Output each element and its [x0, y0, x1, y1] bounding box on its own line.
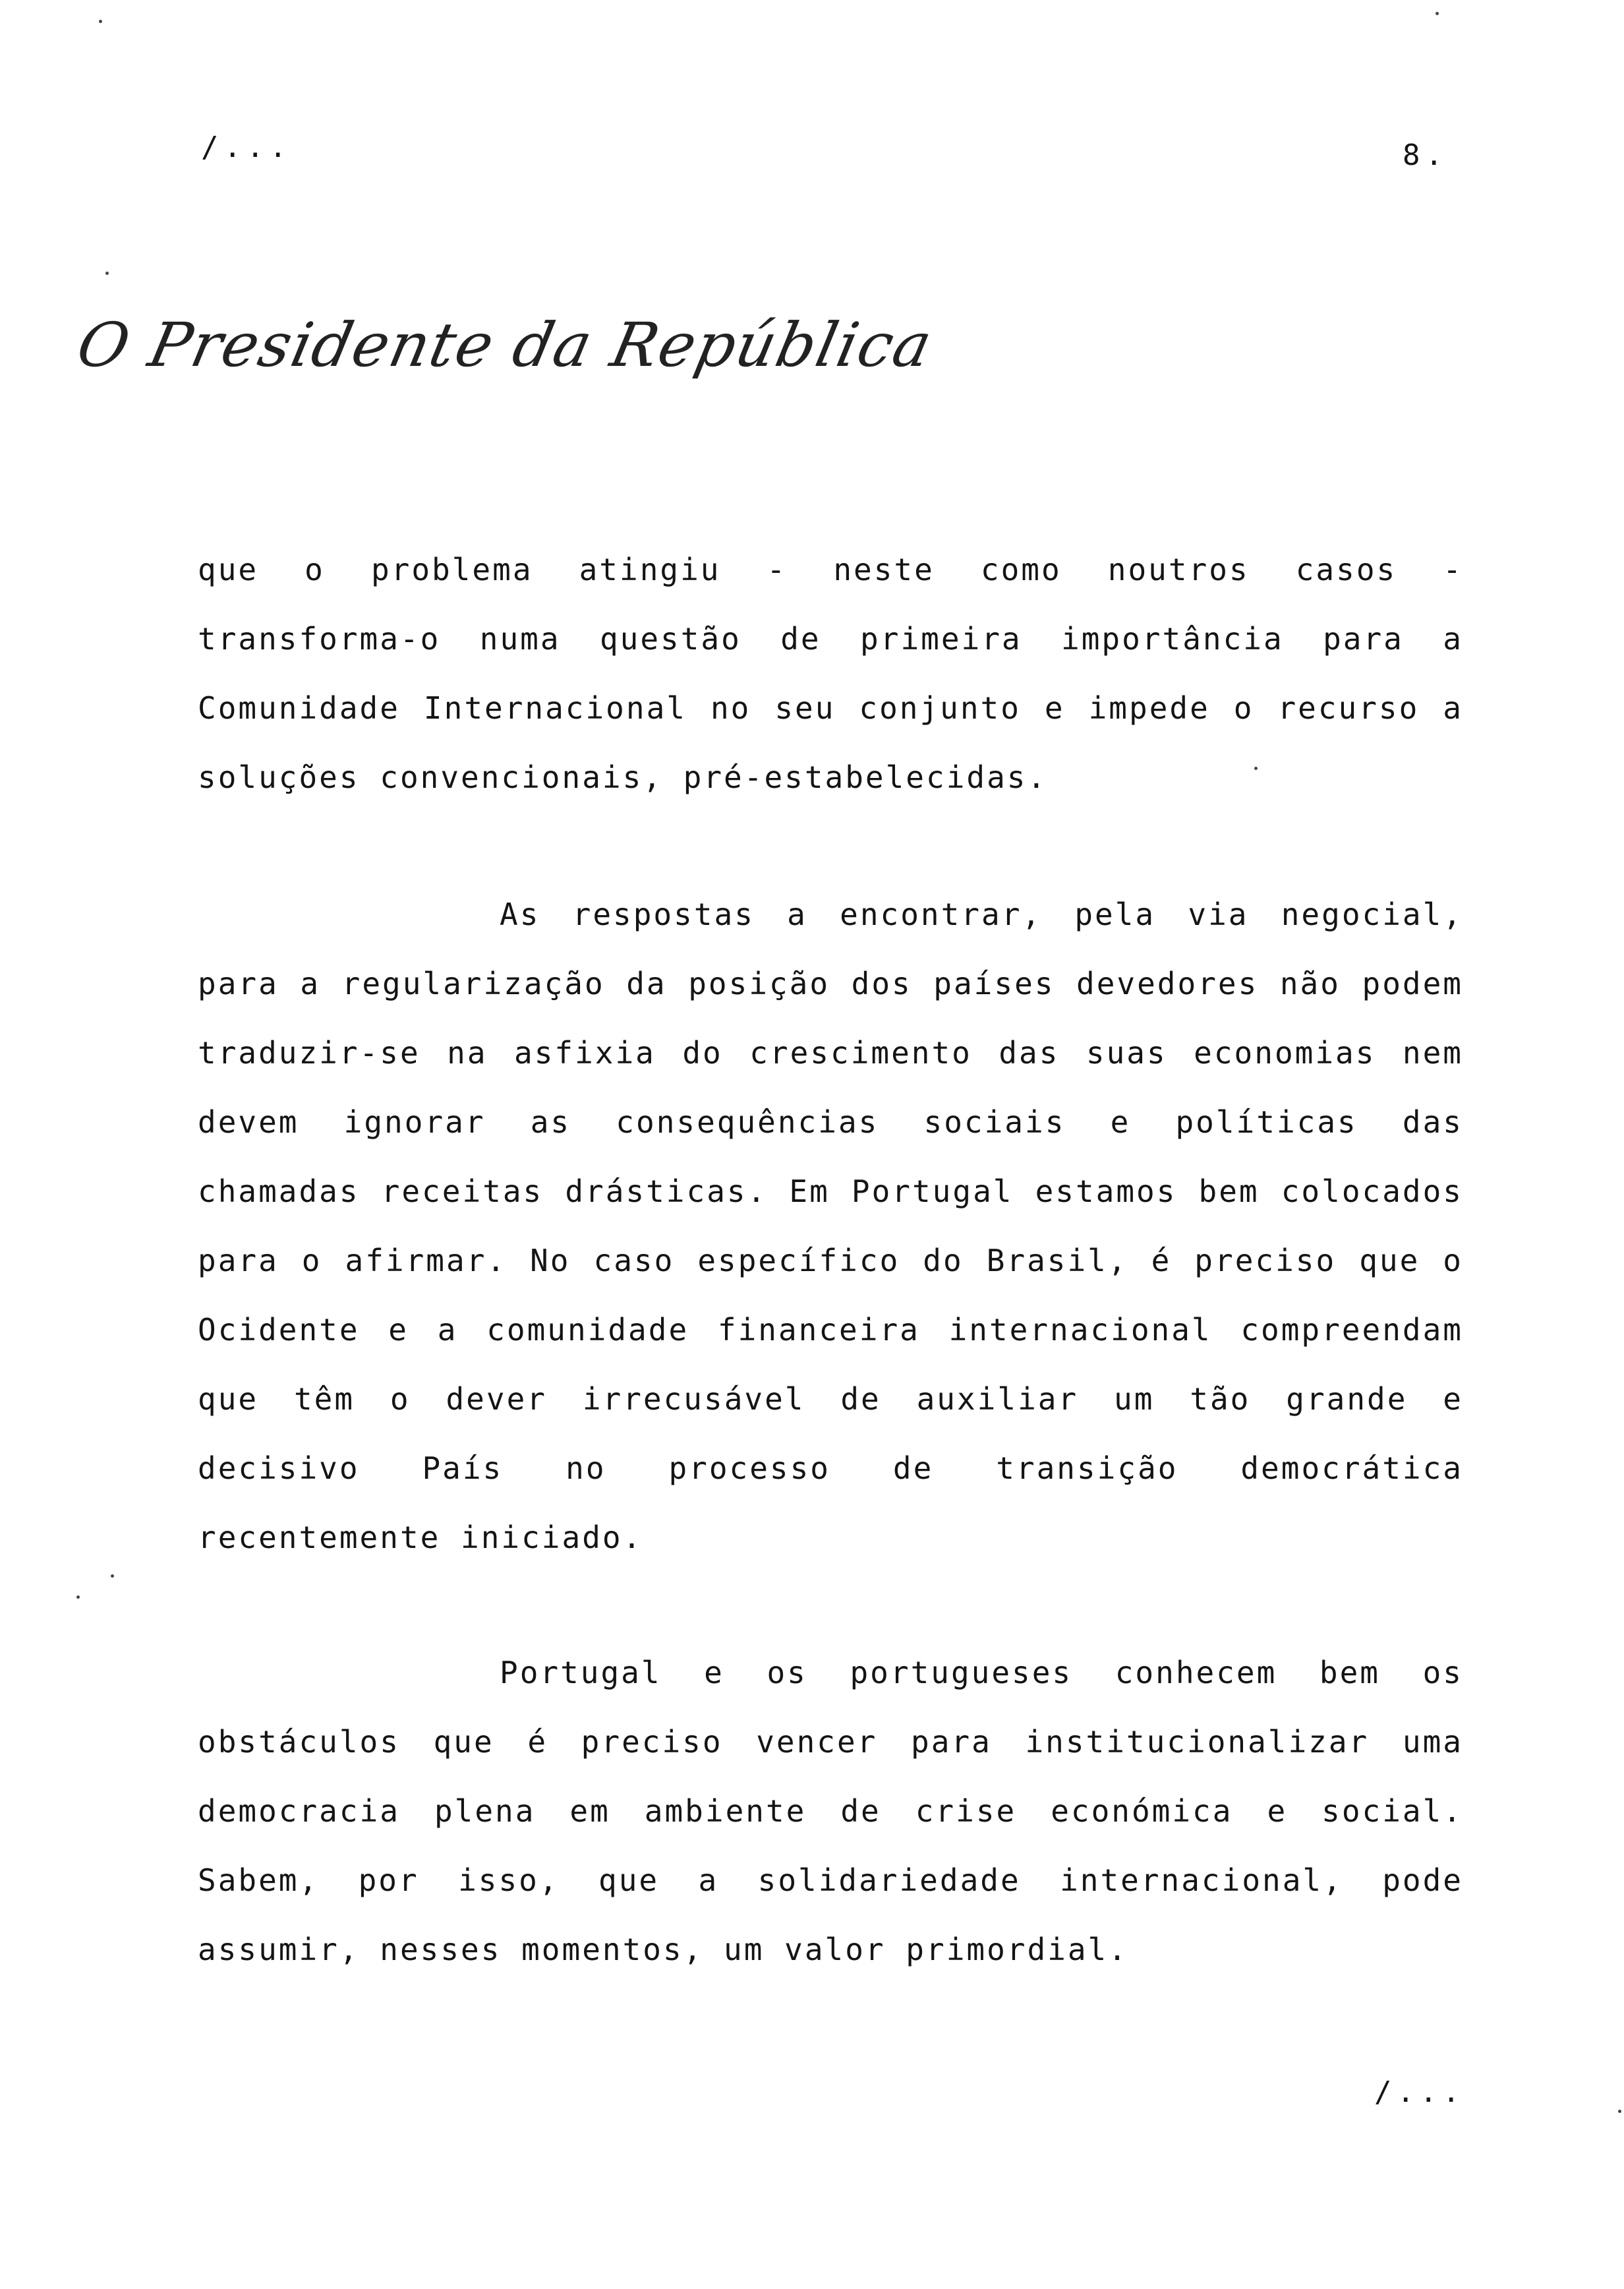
- continuation-mark-top: /...: [201, 131, 292, 164]
- scan-speck: [76, 1595, 80, 1599]
- scan-speck: [1254, 767, 1258, 770]
- paragraph-1: que o problema atingiu - neste como noutros casos - transforma-o numa questão de primeira importância para a Comunidade Internacional no seu conjunto e impede o recurso a soluções convencionais, pré-estabelecidas.: [198, 552, 1463, 795]
- scan-speck: [105, 272, 109, 275]
- paragraph-2: As respostas a encontrar, pela via negocial, para a regularização da posição dos países devedores não podem traduzir-se na asfixia do crescimento das suas economias nem devem ignorar as consequências sociais e políticas das chamadas receitas drásticas. Em Portugal estamos bem colocados para o afirmar. No caso específico do Brasil, é preciso que o Ocidente e a comunidade financeira internacional compreendam que têm o dever irrecusável de auxiliar um tão grande e decisivo País no processo de transição democrática recentemente iniciado.: [198, 897, 1463, 1555]
- letterhead-title: O Presidente da República: [71, 310, 939, 380]
- page-number: 8.: [1403, 138, 1448, 172]
- scan-speck: [1618, 2110, 1621, 2113]
- scan-speck: [99, 20, 102, 23]
- scan-speck: [1436, 12, 1439, 15]
- scan-speck: [111, 1574, 114, 1578]
- paragraph-3: Portugal e os portugueses conhecem bem os obstáculos que é preciso vencer para institucionalizar uma democracia plena em ambiente de crise económica e social. Sabem, por isso, que a solidariedade internacional, pode assumir, nesses momentos, um valor primordial.: [198, 1655, 1463, 1967]
- continuation-mark-bottom: /...: [1374, 2075, 1465, 2109]
